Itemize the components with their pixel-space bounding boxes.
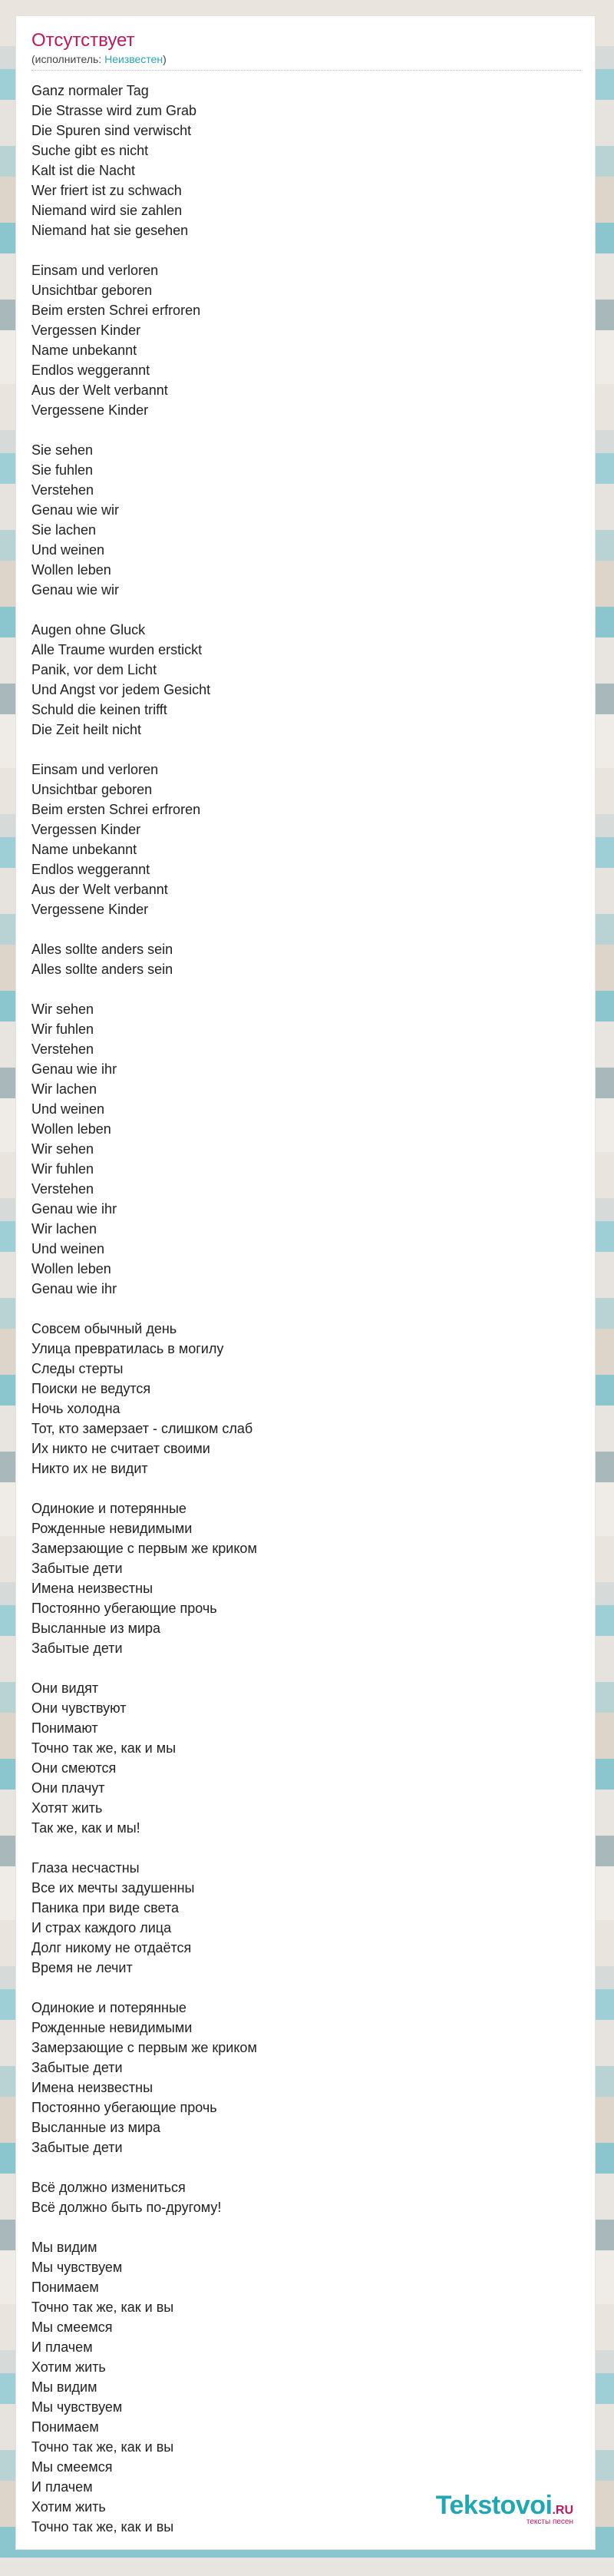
- stanza: [31, 939, 257, 979]
- lyric-line: Мы видим: [31, 2379, 97, 2395]
- lyric-line: Хотим жить: [31, 2359, 106, 2375]
- lyric-line: Никто их не видит: [31, 1461, 148, 1476]
- lyric-line: Так же, как и мы!: [31, 1820, 140, 1836]
- stanza: [31, 260, 257, 420]
- lyric-line: Мы чувствуем: [31, 2399, 123, 2415]
- lyric-line: Ночь холодна: [31, 1401, 120, 1416]
- lyric-line: Точно так же, как и мы: [31, 1740, 177, 1756]
- lyric-line: Genau wie ihr: [31, 1061, 117, 1077]
- lyric-line: Und weinen: [31, 542, 105, 558]
- lyric-line: Einsam und verloren: [31, 263, 159, 278]
- lyric-line: Unsichtbar geboren: [31, 782, 153, 797]
- lyric-line: Мы смеемся: [31, 2459, 113, 2475]
- lyric-line: Endlos weggerannt: [31, 862, 150, 877]
- lyric-line: Рожденные невидимыми: [31, 2020, 193, 2035]
- lyric-line: Следы стерты: [31, 1361, 124, 1376]
- site-logo[interactable]: [436, 2491, 573, 2526]
- lyric-line: Постоянно убегающие прочь: [31, 2100, 217, 2115]
- lyric-line: Они видят: [31, 1680, 99, 1696]
- lyric-line: И страх каждого лица: [31, 1920, 172, 1935]
- lyric-line: Мы смеемся: [31, 2319, 113, 2335]
- lyric-line: Долг никому не отдаётся: [31, 1940, 192, 1955]
- lyric-line: Suche gibt es nicht: [31, 143, 149, 158]
- lyric-line: Vergessen Kinder: [31, 822, 141, 837]
- logo-tld: .RU: [552, 2504, 573, 2517]
- lyric-line: Und weinen: [31, 1241, 105, 1257]
- lyric-line: Тот, кто замерзает - слишком слаб: [31, 1421, 253, 1436]
- lyrics-card: [15, 15, 596, 2550]
- lyric-line: Постоянно убегающие прочь: [31, 1601, 217, 1616]
- stanza: [31, 1678, 257, 1838]
- lyric-line: Улица превратилась в могилу: [31, 1341, 224, 1356]
- stanza: [31, 81, 257, 240]
- lyric-line: Sie fuhlen: [31, 462, 94, 478]
- stanza: [31, 1319, 257, 1478]
- lyric-line: Die Spuren sind verwischt: [31, 123, 192, 138]
- lyric-line: Высланные из мира: [31, 1621, 161, 1636]
- lyric-line: Beim ersten Schrei erfroren: [31, 802, 201, 817]
- lyric-line: Name unbekannt: [31, 842, 137, 857]
- lyric-line: Genau wie wir: [31, 502, 120, 518]
- lyric-line: Aus der Welt verbannt: [31, 882, 168, 897]
- lyric-line: Забытые дети: [31, 1561, 123, 1576]
- lyric-line: Wir fuhlen: [31, 1161, 94, 1177]
- lyric-line: Забытые дети: [31, 2140, 123, 2155]
- lyric-line: И плачем: [31, 2479, 93, 2495]
- artist-suffix: ): [163, 53, 167, 65]
- lyric-line: Все их мечты задушенны: [31, 1880, 195, 1896]
- lyric-line: Паника при виде света: [31, 1900, 179, 1915]
- lyric-line: Мы чувствуем: [31, 2260, 123, 2275]
- lyric-line: Wer friert ist zu schwach: [31, 183, 182, 198]
- lyric-line: Забытые дети: [31, 1641, 123, 1656]
- song-title: Отсутствует: [31, 30, 135, 51]
- lyric-line: Точно так же, как и вы: [31, 2439, 174, 2455]
- lyric-line: Wir sehen: [31, 1002, 94, 1017]
- artist-prefix: (исполнитель:: [31, 53, 105, 65]
- lyric-line: Die Strasse wird zum Grab: [31, 103, 197, 118]
- lyric-line: Высланные из мира: [31, 2120, 161, 2135]
- lyric-line: Verstehen: [31, 1041, 94, 1057]
- lyric-line: Хотят жить: [31, 1800, 103, 1816]
- stanza: [31, 620, 257, 740]
- logo-tagline: тексты песен: [526, 2518, 573, 2526]
- stanza: [31, 1498, 257, 1658]
- lyric-line: Wollen leben: [31, 1121, 111, 1137]
- lyric-line: Endlos weggerannt: [31, 363, 150, 378]
- stanza: [31, 999, 257, 1299]
- lyric-line: Vergessene Kinder: [31, 402, 149, 418]
- lyric-line: Die Zeit heilt nicht: [31, 722, 142, 737]
- lyric-line: Unsichtbar geboren: [31, 283, 153, 298]
- lyric-line: Kalt ist die Nacht: [31, 163, 136, 178]
- lyric-line: Verstehen: [31, 482, 94, 498]
- lyric-line: Глаза несчастны: [31, 1860, 140, 1876]
- lyric-line: Und Angst vor jedem Gesicht: [31, 682, 211, 697]
- lyric-line: И плачем: [31, 2339, 93, 2355]
- lyric-line: Alle Traume wurden erstickt: [31, 642, 203, 657]
- lyric-line: Имена неизвестны: [31, 2080, 154, 2095]
- stanza: [31, 2177, 257, 2217]
- stanza: [31, 1998, 257, 2157]
- lyric-line: Name unbekannt: [31, 343, 137, 358]
- lyric-line: Одинокие и потерянные: [31, 2000, 187, 2015]
- artist-line: [31, 53, 581, 71]
- lyric-line: Wir fuhlen: [31, 1021, 94, 1037]
- lyric-line: Время не лечит: [31, 1960, 133, 1975]
- lyric-line: Panik, vor dem Licht: [31, 662, 157, 677]
- artist-link[interactable]: Неизвестен: [104, 53, 163, 65]
- lyric-line: Поиски не ведутся: [31, 1381, 151, 1396]
- lyric-line: Vergessen Kinder: [31, 323, 141, 338]
- lyric-line: Они чувствуют: [31, 1700, 127, 1716]
- lyric-line: Beim ersten Schrei erfroren: [31, 303, 201, 318]
- lyric-line: Vergessene Kinder: [31, 902, 149, 917]
- lyric-line: Понимают: [31, 1720, 98, 1736]
- lyrics-body: [31, 81, 257, 2557]
- lyric-line: Niemand hat sie gesehen: [31, 223, 189, 238]
- lyric-line: Хотим жить: [31, 2499, 106, 2515]
- lyric-line: Забытые дети: [31, 2060, 123, 2075]
- lyric-line: Sie sehen: [31, 442, 94, 458]
- lyric-line: Genau wie ihr: [31, 1281, 117, 1296]
- lyric-line: Они смеются: [31, 1760, 117, 1776]
- stanza: [31, 760, 257, 919]
- lyric-line: Alles sollte anders sein: [31, 942, 173, 957]
- lyric-line: Genau wie ihr: [31, 1201, 117, 1217]
- lyric-line: Alles sollte anders sein: [31, 962, 173, 977]
- lyric-line: Aus der Welt verbannt: [31, 382, 168, 398]
- lyric-line: Ganz normaler Tag: [31, 83, 149, 98]
- lyric-line: Понимаем: [31, 2419, 99, 2435]
- lyric-line: Точно так же, как и вы: [31, 2300, 174, 2315]
- lyric-line: Genau wie wir: [31, 582, 120, 598]
- lyric-line: Рожденные невидимыми: [31, 1521, 193, 1536]
- lyric-line: Wir sehen: [31, 1141, 94, 1157]
- lyric-line: Всё должно быть по-другому!: [31, 2200, 222, 2215]
- lyric-line: Augen ohne Gluck: [31, 622, 146, 637]
- lyric-line: Wir lachen: [31, 1081, 97, 1097]
- lyric-line: Их никто не считает своими: [31, 1441, 210, 1456]
- lyric-line: Замерзающие с первым же криком: [31, 2040, 257, 2055]
- lyric-line: Wollen leben: [31, 562, 111, 578]
- stanza: [31, 440, 257, 600]
- stanza: [31, 2237, 257, 2537]
- lyric-line: Verstehen: [31, 1181, 94, 1197]
- lyric-line: Совсем обычный день: [31, 1321, 177, 1336]
- lyric-line: Einsam und verloren: [31, 762, 159, 777]
- lyric-line: Wollen leben: [31, 1261, 111, 1276]
- lyric-line: Точно так же, как и вы: [31, 2519, 174, 2535]
- lyric-line: Понимаем: [31, 2280, 99, 2295]
- lyric-line: Мы видим: [31, 2240, 97, 2255]
- lyric-line: Niemand wird sie zahlen: [31, 203, 183, 218]
- lyric-line: Всё должно измениться: [31, 2180, 186, 2195]
- lyric-line: Wir lachen: [31, 1221, 97, 1237]
- lyric-line: Замерзающие с первым же криком: [31, 1541, 257, 1556]
- lyric-line: Имена неизвестны: [31, 1581, 154, 1596]
- lyric-line: Они плачут: [31, 1780, 105, 1796]
- lyric-line: Sie lachen: [31, 522, 97, 538]
- stanza: [31, 1858, 257, 1978]
- logo-name: Tekstovoi: [435, 2491, 553, 2520]
- lyric-line: Schuld die keinen trifft: [31, 702, 167, 717]
- lyric-line: Und weinen: [31, 1101, 105, 1117]
- lyric-line: Одинокие и потерянные: [31, 1501, 187, 1516]
